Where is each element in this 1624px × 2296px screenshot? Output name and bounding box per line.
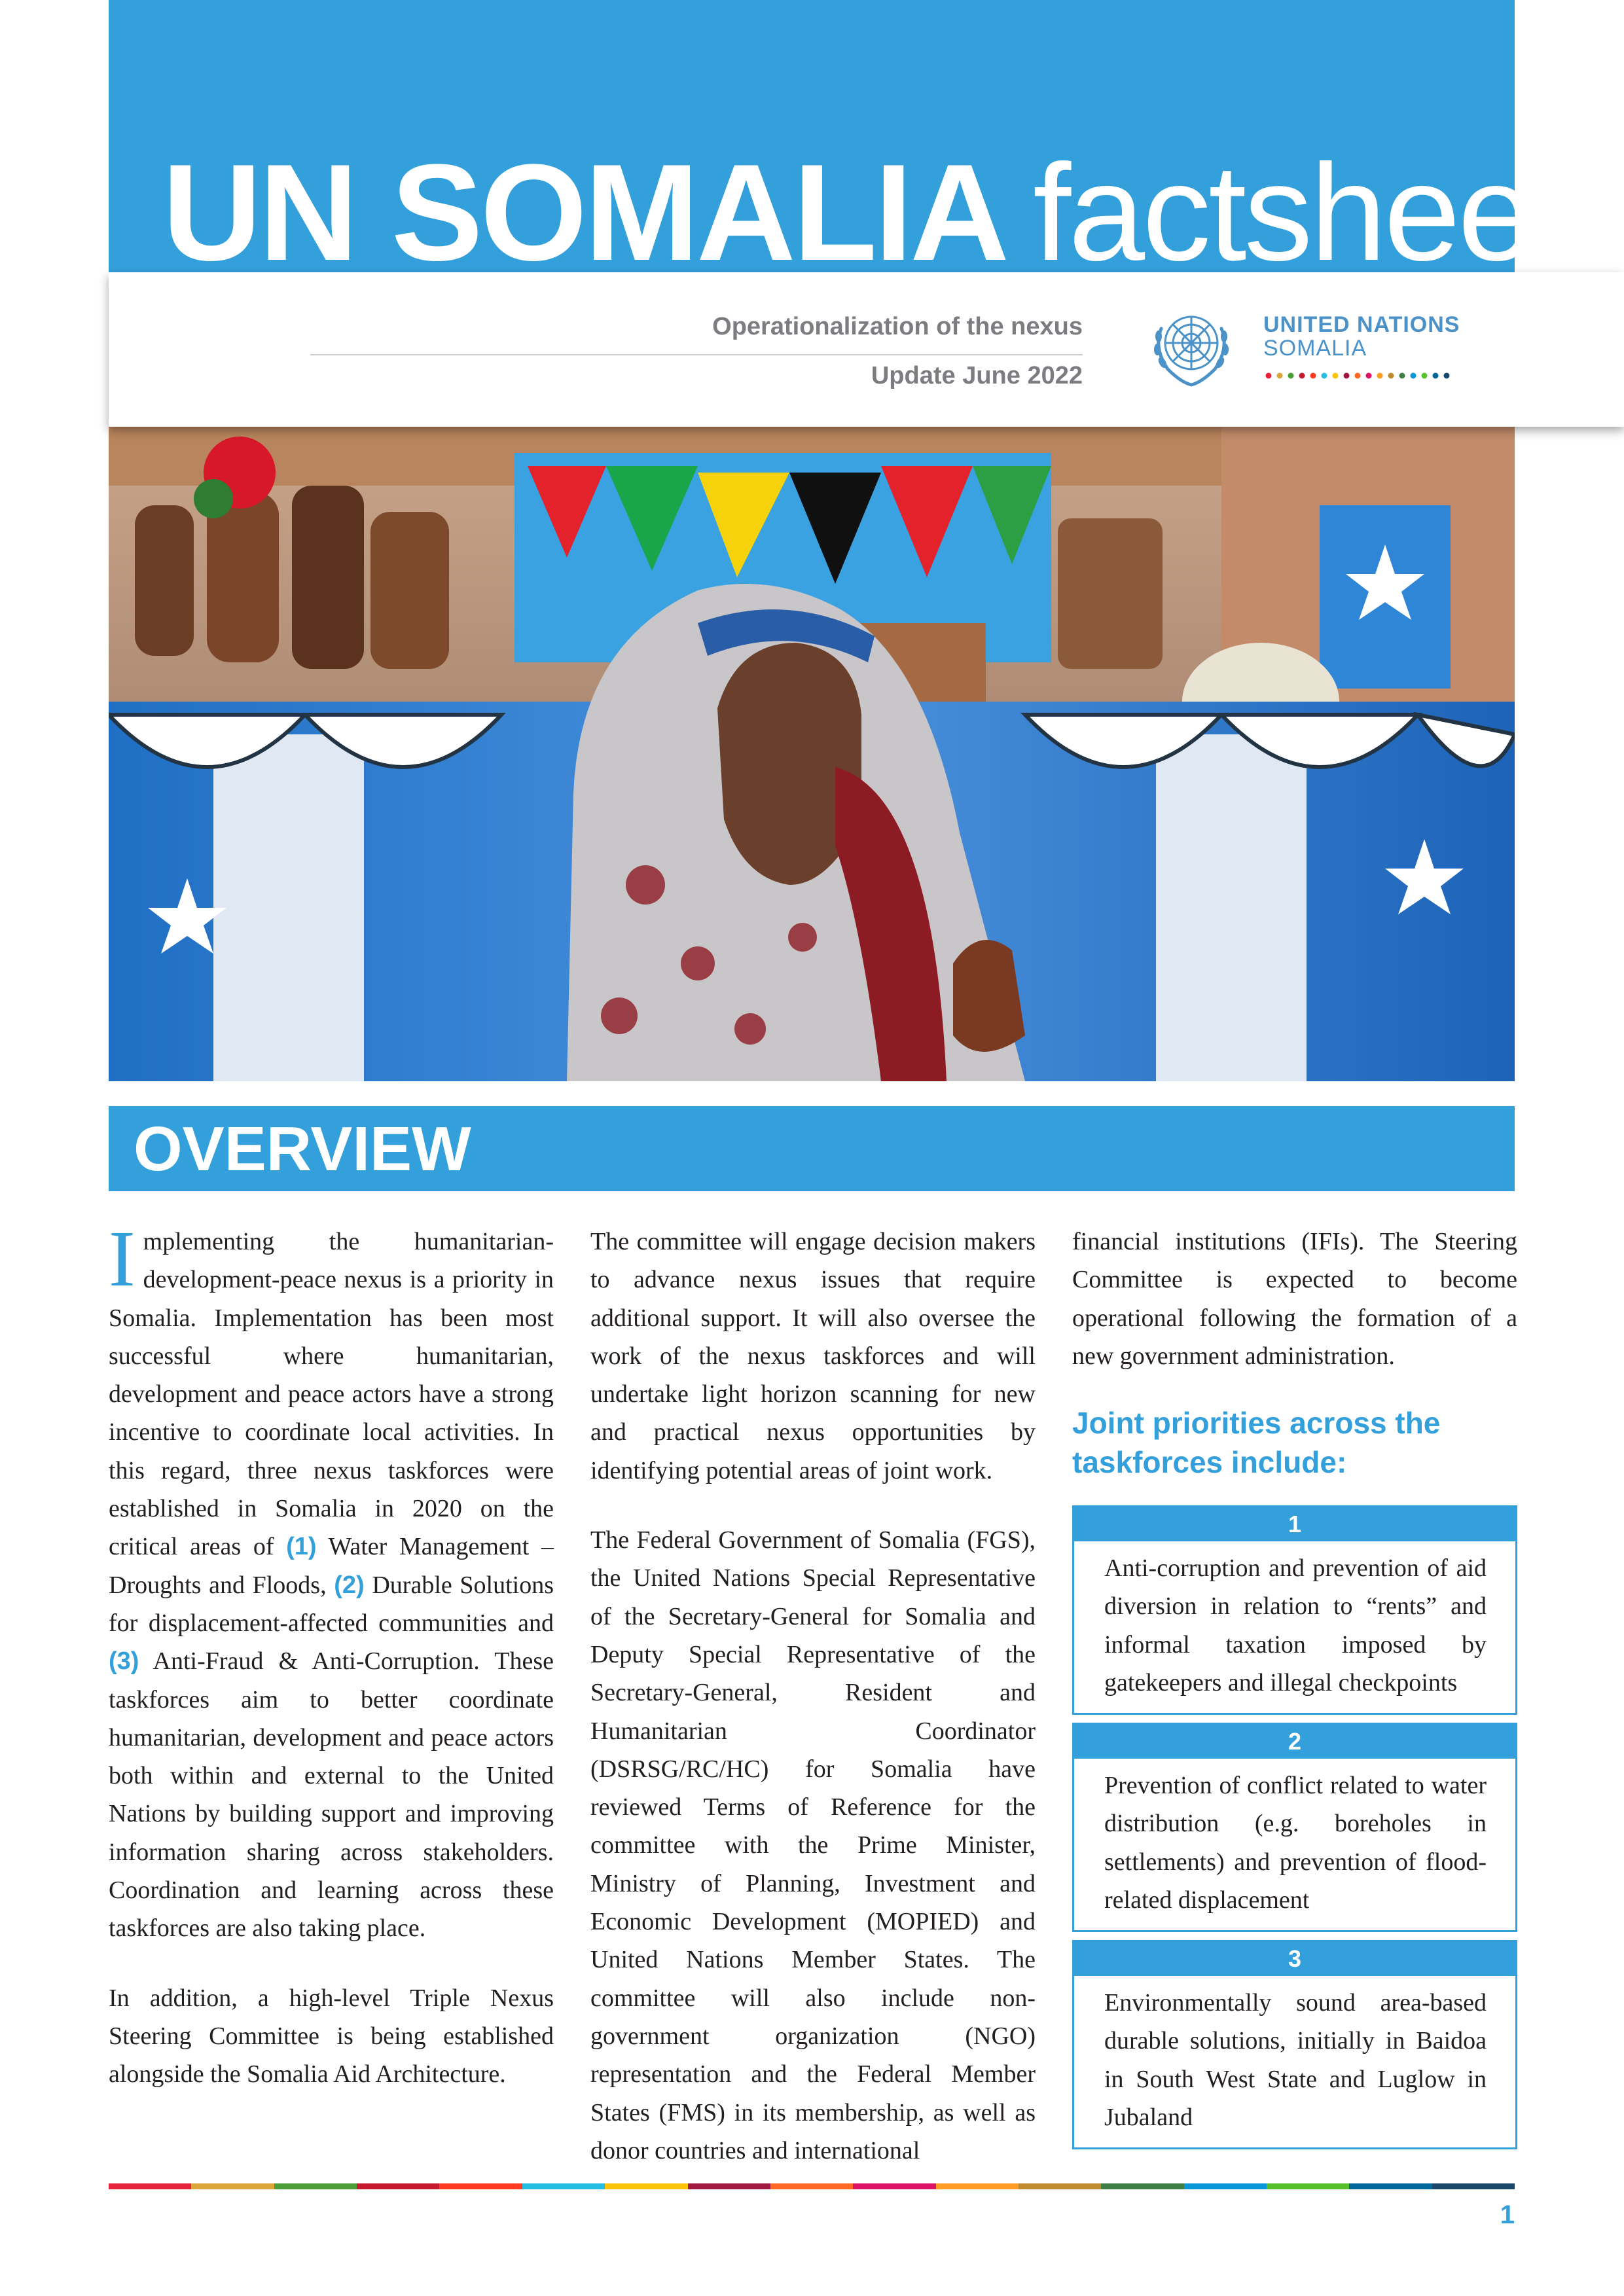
paragraph-intro [109,1215,554,1948]
sdg-dot-17 [1444,373,1450,379]
priority-text: Prevention of conflict related to water distribution (e.g. boreholes in settlements) and prevention of flood-related displacement [1104,1772,1487,1914]
sdg-dot-6 [1322,373,1327,379]
paragraph-ifis: financial institutions (IFIs). The Steering Committee is expected to become operational following the formation of a new government administration. [1072,1228,1517,1370]
sdg-stripe-17 [1432,2183,1515,2189]
page-number: 1 [1500,2200,1515,2229]
sdg-dot-4 [1299,373,1305,379]
paragraph-committee-role: The committee will engage decision makers to advance nexus issues that require additional support. It will also oversee the work of the nexus taskforces and will undertake light horizon scanning for new and practical nexus opportunities by identifying potential areas of joint work. [590,1228,1036,1484]
text-column-1 [109,1215,554,2125]
priority-box-3 [1072,1940,1517,2149]
paragraph-terms-of-reference: The Federal Government of Somalia (FGS), the United Nations Special Representative of the Secretary-General for Somalia and Deputy Special Representative of the Secretary-General, Resident and Humanitarian Coordinator (DSRSG/RC/HC) for Somalia have reviewed Terms of Reference for the committee with the Prime Minister, Ministry of Planning, Investment and Economic Development (MOPIED) and United Nations Member States. The committee will also include non-government organization (NGO) representation and the Federal Member States (FMS) in its membership, as well as donor countries and international [590,1526,1036,2164]
sdg-stripe-4 [357,2183,439,2189]
priority-box-1 [1072,1505,1517,1715]
title-bold: UN SOMALIA [162,135,1007,289]
sdg-dot-11 [1377,373,1383,379]
joint-priorities-heading: Joint priorities across the taskforces include: [1072,1406,1441,1479]
sdg-stripe-5 [439,2183,522,2189]
sdg-stripe-16 [1349,2183,1432,2189]
sdg-dot-7 [1333,373,1339,379]
sdg-dots [1265,372,1461,380]
sdg-dot-14 [1411,373,1416,379]
sdg-stripe-2 [191,2183,274,2189]
org-country: SOMALIA [1263,336,1367,361]
sdg-dot-12 [1388,373,1394,379]
page-title [162,137,1567,288]
intro-text-d: Anti-Fraud & Anti-Corruption. These taskforces aim to better coordinate humanitarian, development and peace actors both within and external to the United Nations by building support and improving information sharing across stakeholders. Coordination and learning across these taskforces are also taking place. [109,1647,554,1943]
sdg-dot-10 [1366,373,1372,379]
taskforce-number-2: (2) [334,1571,365,1599]
text-column-2 [590,1223,1036,2201]
taskforce-number-3: (3) [109,1647,139,1676]
sdg-stripe-14 [1184,2183,1267,2189]
sdg-stripe-6 [522,2183,605,2189]
sdg-stripe-3 [274,2183,357,2189]
sdg-dot-8 [1344,373,1350,379]
un-emblem-icon [1148,302,1235,389]
sdg-dot-3 [1288,373,1294,379]
org-name: UNITED NATIONS [1263,312,1460,337]
title-light: factsheet [1032,135,1568,289]
sdg-dot-1 [1266,373,1272,379]
sdg-color-bar [109,2183,1515,2189]
sdg-stripe-10 [853,2183,935,2189]
subtitle-divider [310,354,1083,355]
un-somalia-logo-text [1263,313,1460,360]
priority-text: Environmentally sound area-based durable solutions, initially in Baidoa in South West State and Luglow in Jubaland [1104,1989,1487,2131]
overview-heading: OVERVIEW [134,1114,471,1184]
paragraph-steering-committee: In addition, a high-level Triple Nexus Steering Committee is being established alongside the Somalia Aid Architecture. [109,1984,554,2089]
subtitle: Operationalization of the nexus [712,313,1083,340]
update-date: Update June 2022 [871,362,1083,389]
intro-text-b: Water Management – Droughts and Floods, [109,1533,554,1599]
intro-text-c: Durable Solutions for displacement-affected communities and [109,1571,554,1637]
sdg-dot-5 [1310,373,1316,379]
sdg-stripe-1 [109,2183,191,2189]
sdg-stripe-12 [1019,2183,1101,2189]
sdg-stripe-15 [1267,2183,1349,2189]
sdg-stripe-11 [936,2183,1019,2189]
priority-number: 1 [1074,1507,1515,1541]
priority-box-2 [1072,1723,1517,1932]
priority-number: 3 [1074,1942,1515,1976]
photo-woman-at-craft-exhibition [109,427,1515,1081]
taskforce-number-1: (1) [286,1533,317,1561]
priority-text: Anti-corruption and prevention of aid diversion in relation to “rents” and informal taxation imposed by gatekeepers and illegal checkpoints [1104,1554,1487,1696]
sdg-stripe-8 [688,2183,770,2189]
drop-cap: I [109,1215,135,1303]
sdg-dot-9 [1355,373,1361,379]
sdg-dot-16 [1433,373,1439,379]
sdg-stripe-7 [605,2183,687,2189]
sdg-dot-15 [1422,373,1428,379]
sdg-dot-2 [1277,373,1283,379]
priority-number: 2 [1074,1725,1515,1759]
sdg-dot-13 [1399,373,1405,379]
sdg-stripe-13 [1101,2183,1183,2189]
intro-text-a: mplementing the humanitarian-development-peace nexus is a priority in Somalia. Implementation has been most successful where humanitarian, development and peace actors have a strong incentive to coordinate local activities. In this regard, three nexus taskforces were established in Somalia in 2020 on the critical areas of [109,1228,554,1561]
sdg-stripe-9 [770,2183,853,2189]
text-column-3 [1072,1223,1517,1407]
